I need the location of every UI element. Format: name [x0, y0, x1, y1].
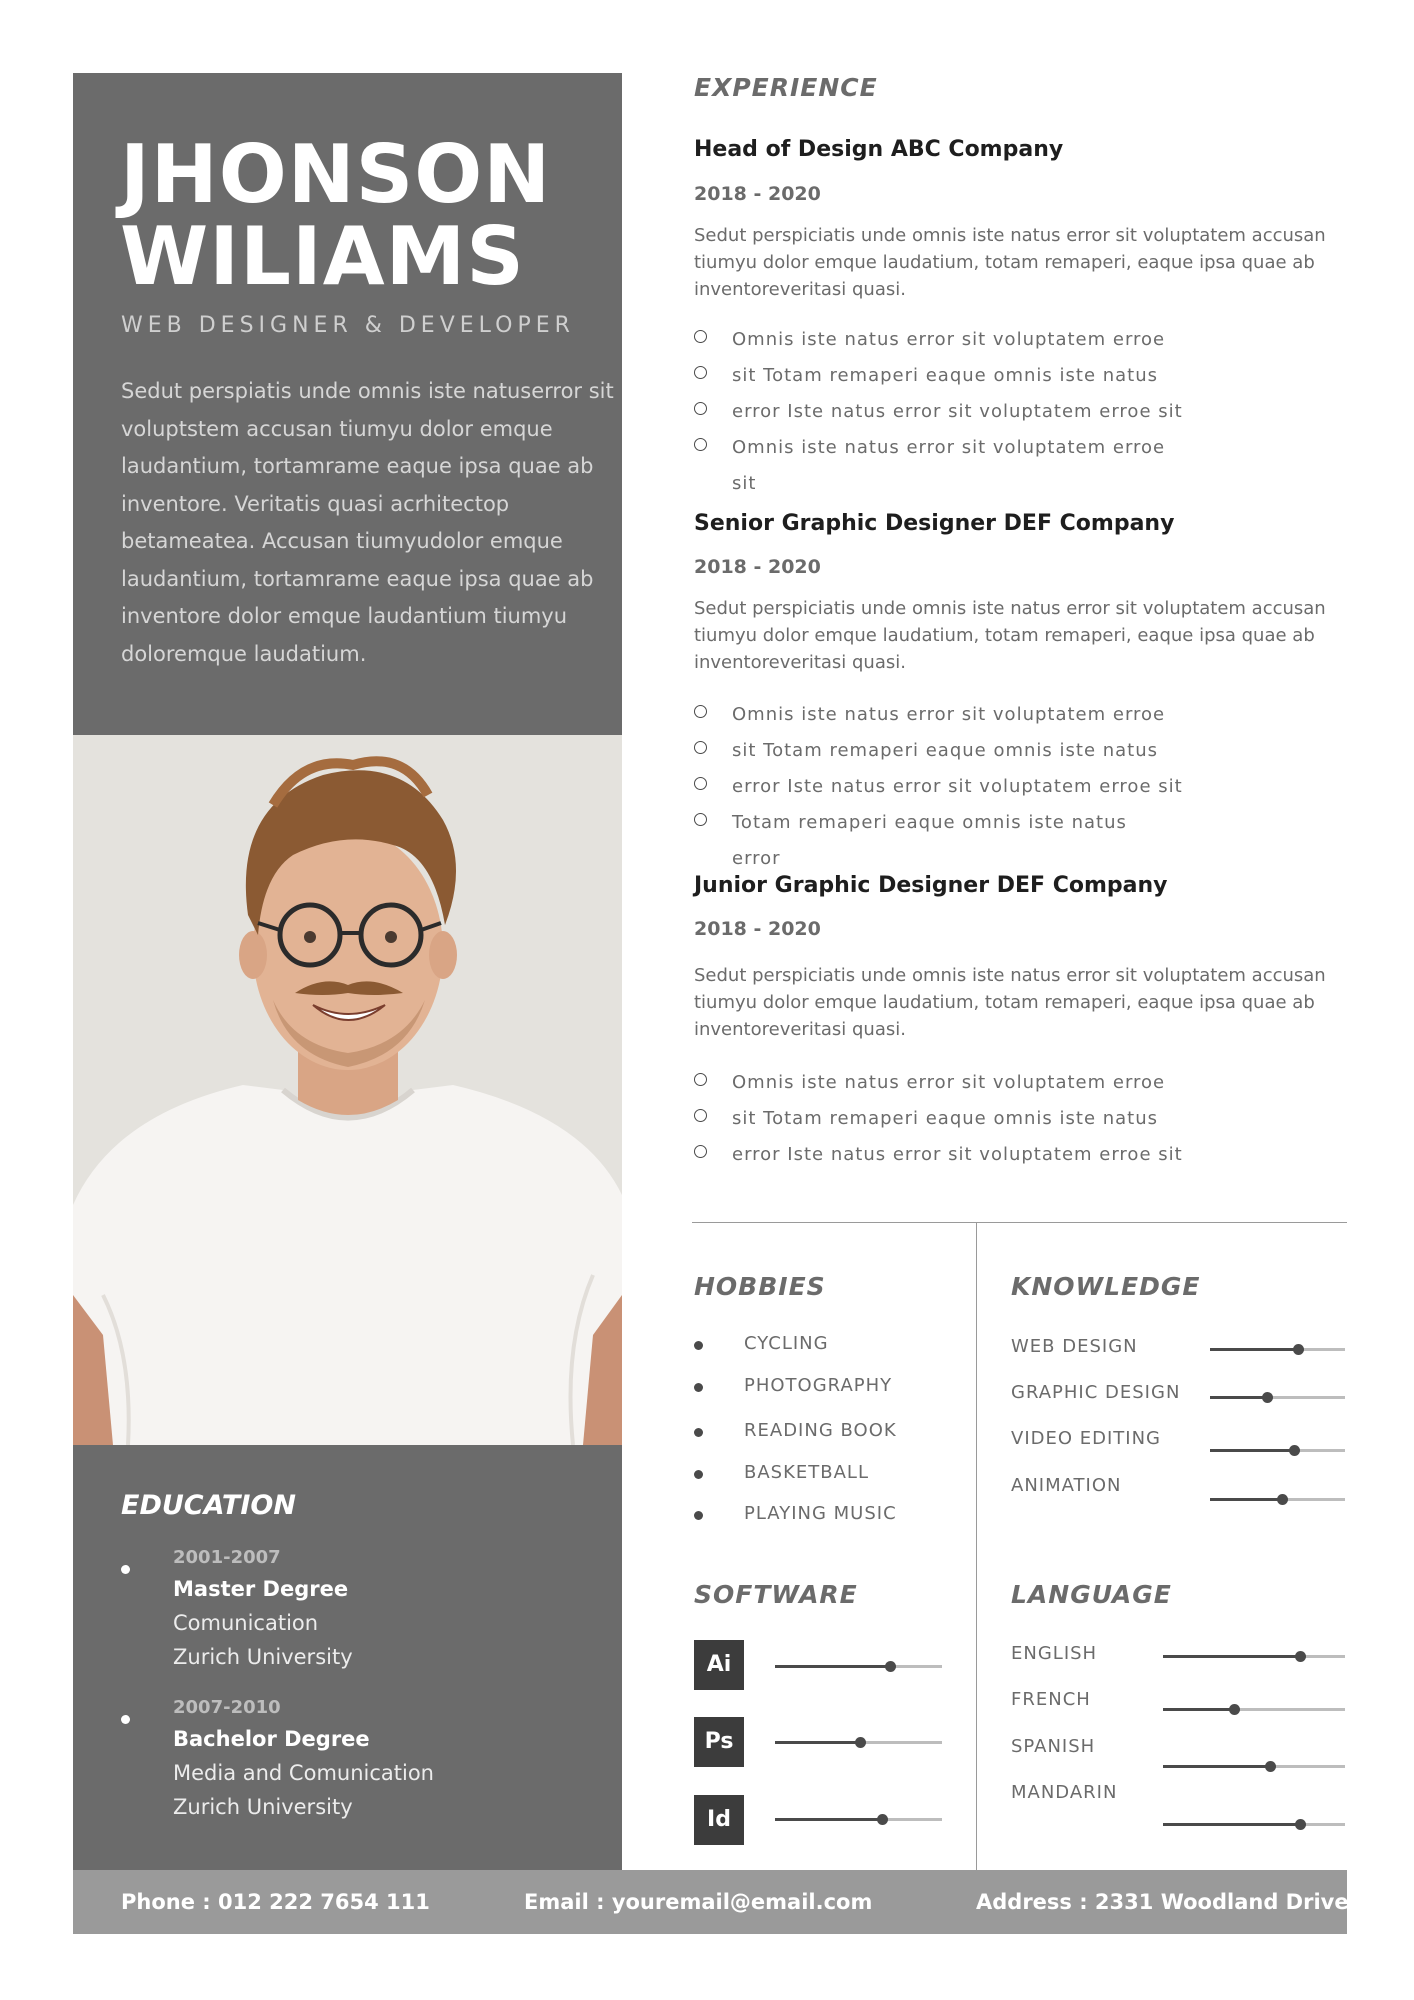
job-years: 2018 - 2020 — [694, 183, 821, 205]
level-fill — [775, 1818, 882, 1821]
level-fill — [1163, 1708, 1234, 1711]
profile-photo — [73, 735, 622, 1445]
circle-bullet-icon — [694, 438, 707, 451]
education-years: 2007-2010 — [173, 1697, 281, 1718]
education-years: 2001-2007 — [173, 1547, 281, 1568]
level-knob — [1262, 1392, 1273, 1403]
hobby-label: BASKETBALL — [744, 1462, 869, 1483]
level-knob — [885, 1661, 896, 1672]
circle-bullet-icon — [694, 777, 707, 790]
job-years: 2018 - 2020 — [694, 918, 821, 940]
bullet-text: Omnis iste natus error sit voluptatem erroe — [732, 1072, 1166, 1093]
language-label: SPANISH — [1011, 1736, 1096, 1757]
column-divider — [976, 1222, 977, 1870]
hobby-label: PHOTOGRAPHY — [744, 1375, 893, 1396]
level-fill — [1210, 1348, 1298, 1351]
profile-bio: Sedut perspiatis unde omnis iste natuserror sit voluptstem accusan tiumyu dolor emque laudantium, tortamrame eaque ipsa quae ab inventore. Veritatis quasi acrhitectop betameatea. Accusan tiumyudolor emque laudantium, tortamrame eaque ipsa quae ab inventore dolor emque laudantium tiumyu doloremque laudatium. — [121, 379, 614, 666]
bullet-text: error Iste natus error sit voluptatem erroe sit — [732, 1144, 1183, 1165]
job-role: WEB DESIGNER & DEVELOPER — [121, 313, 575, 338]
software-level-bar — [775, 1818, 942, 1821]
skill-level-bar — [1210, 1498, 1345, 1501]
circle-bullet-icon — [694, 813, 707, 826]
bullet-dot-icon — [121, 1565, 130, 1574]
job-years: 2018 - 2020 — [694, 556, 821, 578]
contact-email: Email : youremail@email.com — [524, 1890, 873, 1914]
education-field: Media and Comunication — [173, 1761, 434, 1785]
level-fill — [1210, 1498, 1282, 1501]
level-fill — [1210, 1449, 1294, 1452]
skill-level-bar — [1210, 1396, 1345, 1399]
bullet-dot-icon — [694, 1428, 703, 1437]
language-level-bar — [1163, 1655, 1345, 1658]
skill-level-bar — [1210, 1449, 1345, 1452]
language-level-bar — [1163, 1823, 1345, 1826]
hobby-label: CYCLING — [744, 1333, 829, 1354]
photoshop-icon: Ps — [694, 1717, 744, 1767]
level-fill — [775, 1741, 860, 1744]
circle-bullet-icon — [694, 705, 707, 718]
level-knob — [1295, 1819, 1306, 1830]
language-label: MANDARIN — [1011, 1782, 1118, 1803]
level-fill — [1163, 1765, 1270, 1768]
language-level-bar — [1163, 1765, 1345, 1768]
first-name: JHONSON — [120, 128, 552, 221]
circle-bullet-icon — [694, 330, 707, 343]
bullet-dot-icon — [694, 1470, 703, 1479]
level-knob — [1229, 1704, 1240, 1715]
skill-label: VIDEO EDITING — [1011, 1428, 1162, 1449]
portrait-illustration — [73, 735, 622, 1445]
education-field: Comunication — [173, 1611, 319, 1635]
education-title: EDUCATION — [121, 1490, 296, 1521]
circle-bullet-icon — [694, 1073, 707, 1086]
level-knob — [1277, 1494, 1288, 1505]
circle-bullet-icon — [694, 1109, 707, 1122]
hobbies-title: HOBBIES — [694, 1272, 826, 1301]
circle-bullet-icon — [694, 741, 707, 754]
skill-label: WEB DESIGN — [1011, 1336, 1138, 1357]
level-knob — [1265, 1761, 1276, 1772]
level-fill — [1163, 1655, 1300, 1658]
contact-phone: Phone : 012 222 7654 111 — [121, 1890, 430, 1914]
contact-address: Address : 2331 Woodland Drive — [976, 1890, 1349, 1914]
level-fill — [1210, 1396, 1267, 1399]
education-degree: Master Degree — [173, 1577, 349, 1601]
language-title: LANGUAGE — [1011, 1580, 1172, 1609]
bullet-dot-icon — [694, 1341, 703, 1350]
level-knob — [855, 1737, 866, 1748]
indesign-icon: Id — [694, 1795, 744, 1845]
bullet-text: Totam remaperi eaque omnis iste natus error — [732, 812, 1127, 869]
job-title: Senior Graphic Designer DEF Company — [694, 511, 1175, 536]
bullet-text: error Iste natus error sit voluptatem erroe sit — [732, 776, 1183, 797]
skill-label: ANIMATION — [1011, 1475, 1122, 1496]
bullet-text: Omnis iste natus error sit voluptatem erroe sit — [732, 437, 1166, 494]
software-level-bar — [775, 1741, 942, 1744]
job-title: Junior Graphic Designer DEF Company — [694, 873, 1168, 898]
bullet-text: sit Totam remaperi eaque omnis iste natus — [732, 365, 1159, 386]
level-knob — [1293, 1344, 1304, 1355]
level-knob — [877, 1814, 888, 1825]
level-fill — [775, 1665, 890, 1668]
knowledge-title: KNOWLEDGE — [1011, 1272, 1201, 1301]
level-knob — [1289, 1445, 1300, 1456]
job-description: Sedut perspiciatis unde omnis iste natus error sit voluptatem accusan tiumyu dolor emque laudatium, totam remaperi, eaque ipsa quae ab inventoreveritasi quasi. — [694, 225, 1326, 300]
bullet-dot-icon — [694, 1383, 703, 1392]
illustrator-icon: Ai — [694, 1640, 744, 1690]
level-fill — [1163, 1823, 1300, 1826]
software-level-bar — [775, 1665, 942, 1668]
bullet-dot-icon — [121, 1715, 130, 1724]
software-title: SOFTWARE — [694, 1580, 858, 1609]
job-description: Sedut perspiciatis unde omnis iste natus error sit voluptatem accusan tiumyu dolor emque laudatium, totam remaperi, eaque ipsa quae ab inventoreveritasi quasi. — [694, 598, 1326, 673]
language-level-bar — [1163, 1708, 1345, 1711]
education-degree: Bachelor Degree — [173, 1727, 370, 1751]
last-name: WILIAMS — [120, 210, 525, 303]
bullet-text: Omnis iste natus error sit voluptatem erroe — [732, 329, 1166, 350]
bullet-dot-icon — [694, 1511, 703, 1520]
experience-title: EXPERIENCE — [694, 73, 878, 102]
job-description: Sedut perspiciatis unde omnis iste natus error sit voluptatem accusan tiumyu dolor emque laudatium, totam remaperi, eaque ipsa quae ab inventoreveritasi quasi. — [694, 965, 1326, 1040]
bullet-text: Omnis iste natus error sit voluptatem erroe — [732, 704, 1166, 725]
job-title: Head of Design ABC Company — [694, 137, 1064, 162]
hobby-label: PLAYING MUSIC — [744, 1503, 897, 1524]
bullet-text: error Iste natus error sit voluptatem erroe sit — [732, 401, 1183, 422]
level-knob — [1295, 1651, 1306, 1662]
education-school: Zurich University — [173, 1795, 353, 1819]
circle-bullet-icon — [694, 402, 707, 415]
circle-bullet-icon — [694, 366, 707, 379]
language-label: ENGLISH — [1011, 1643, 1098, 1664]
skill-label: GRAPHIC DESIGN — [1011, 1382, 1181, 1403]
education-school: Zurich University — [173, 1645, 353, 1669]
language-label: FRENCH — [1011, 1689, 1091, 1710]
circle-bullet-icon — [694, 1145, 707, 1158]
bullet-text: sit Totam remaperi eaque omnis iste natus — [732, 1108, 1159, 1129]
skill-level-bar — [1210, 1348, 1345, 1351]
section-divider — [692, 1222, 1347, 1223]
bullet-text: sit Totam remaperi eaque omnis iste natus — [732, 740, 1159, 761]
hobby-label: READING BOOK — [744, 1420, 897, 1441]
